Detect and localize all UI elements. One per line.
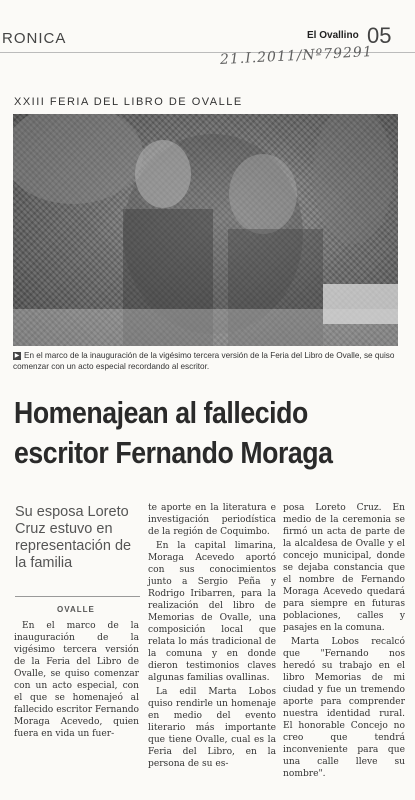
body-column-2 — [148, 502, 276, 770]
photo-caption — [13, 350, 401, 372]
paragraph: En el marco de la inauguración de la vigésimo tercera versión de la Feria del Libro de Ovalle, se quiso comenzar con un acto especial, con el que se homenajeó al fallecido escritor Fernando Moraga Acevedo, quien fuera en vida un fuer- — [14, 621, 139, 739]
paragraph: En la capital limarina, Moraga Acevedo aportó con sus conocimientos junto a Sergio Peña y Rodrigo Iribarren, para la realización del libro de Memorias de Ovalle, una composición local que relata lo más tradicional de la comuna y en donde dieron testimonios claves algunas familias ovallinas. — [148, 541, 276, 683]
headline-line-2: escritor Fernando Moraga — [14, 435, 333, 470]
photo-scene — [13, 114, 398, 346]
headline — [14, 393, 406, 473]
event-photo — [13, 114, 398, 346]
body-column-1 — [14, 620, 139, 740]
subheadline: Su esposa Loreto Cruz estuvo en representación de la familia — [15, 504, 132, 571]
paragraph: La edil Marta Lobos quiso rendirle un homenaje en medio del evento literario más importante que tiene Ovalle, cual es la Feria del Libro, en la persona de su es- — [148, 687, 276, 769]
caption-text: En el marco de la inauguración de la vigésimo tercera versión de la Feria del Libro de Ovalle, se quiso comenzar con un acto especial recordando al escritor. — [13, 351, 395, 371]
article-kicker: XXIII FERIA DEL LIBRO DE OVALLE — [14, 96, 243, 108]
subhead-rule — [15, 596, 140, 597]
location-tag: OVALLE — [57, 605, 95, 614]
paragraph: Marta Lobos recalcó que "Fernando nos heredó su trabajo en el libro Memorias de mi ciudad y fue un tremendo aporte para comprender nuestra identidad rural. El honorable Concejo no creo que tendrá inconveniente para que una calle lleve su nombre". — [283, 637, 405, 779]
paragraph: posa Loreto Cruz. En medio de la ceremonia se firmó un acta de parte de la alcaldesa de Ovalle y el concejo municipal, donde se dejaba constancia que el nombre de Fernando Moraga Acevedo quedará para siempre en futuras poblaciones, calles y pasajes en la comuna. — [283, 503, 405, 633]
body-column-3 — [283, 502, 405, 780]
handwritten-annotation: 21.I.2011/Nº79291 — [219, 44, 374, 68]
paragraph: te aporte en la literatura e investigación periodística de la región de Coquimbo. — [148, 503, 276, 537]
page-number: 05 — [367, 23, 392, 48]
newspaper-name: El Ovallino — [307, 30, 359, 41]
section-name: RONICA — [2, 30, 67, 47]
caption-arrow-icon: ▶ — [14, 352, 20, 359]
headline-line-1: Homenajean al fallecido — [14, 395, 308, 430]
